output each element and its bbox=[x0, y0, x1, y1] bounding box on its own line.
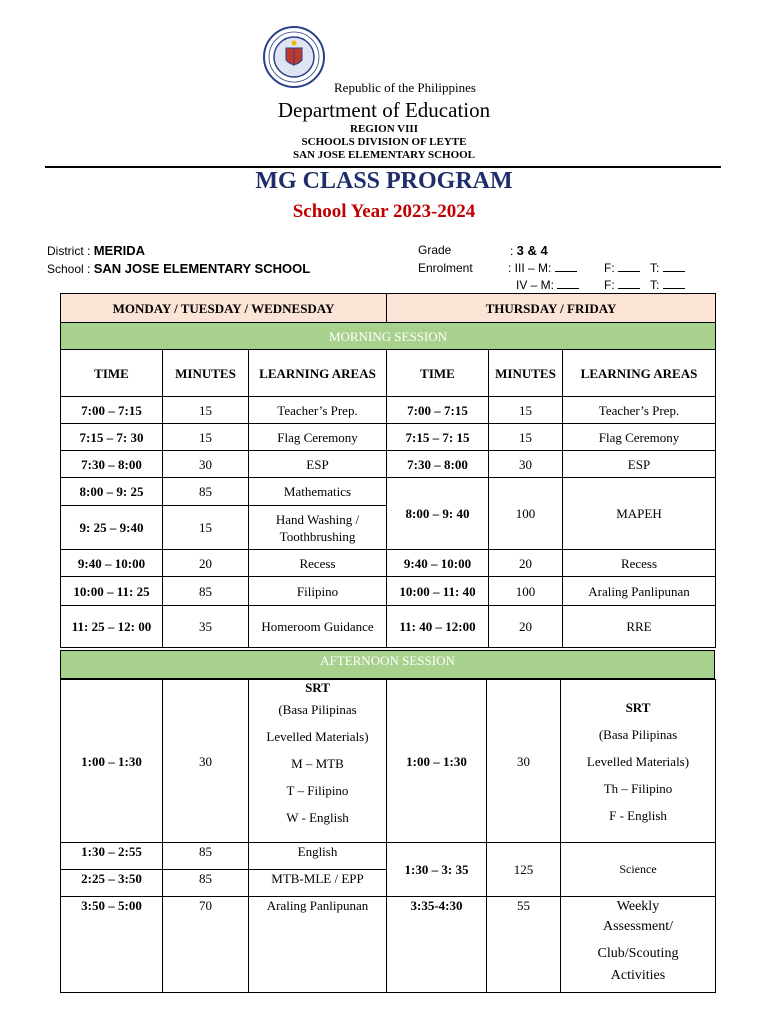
srt-line: Levelled Materials) bbox=[586, 753, 690, 769]
learning-area-cell: Mathematics bbox=[249, 478, 387, 506]
learning-area-cell: Teacher’s Prep. bbox=[563, 397, 716, 424]
district-row: District : MERIDA bbox=[47, 243, 145, 258]
col-learning-areas-2: LEARNING AREAS bbox=[563, 350, 716, 397]
time-cell: 7:00 – 7:15 bbox=[387, 397, 489, 424]
minutes-cell: 15 bbox=[163, 506, 249, 550]
deped-seal bbox=[263, 26, 325, 88]
minutes-cell: 20 bbox=[489, 550, 563, 577]
minutes-cell: 85 bbox=[163, 870, 249, 897]
time-cell: 8:00 – 9: 25 bbox=[61, 478, 163, 506]
time-cell: 7:30 – 8:00 bbox=[387, 451, 489, 478]
enrolment-row-1 bbox=[508, 261, 577, 275]
table-row bbox=[61, 680, 716, 843]
table-row bbox=[61, 577, 716, 606]
learning-area-cell: Homeroom Guidance bbox=[249, 606, 387, 648]
learning-area-cell: RRE bbox=[563, 606, 716, 648]
srt-line: F - English bbox=[609, 807, 667, 823]
minutes-cell: 15 bbox=[489, 397, 563, 424]
grade-row: : 3 & 4 bbox=[510, 243, 548, 258]
school-row: School : SAN JOSE ELEMENTARY SCHOOL bbox=[47, 261, 311, 276]
learning-area-cell: Flag Ceremony bbox=[249, 424, 387, 451]
district-label: District bbox=[47, 244, 84, 258]
grade-value: 3 & 4 bbox=[516, 243, 548, 258]
morning-session-label: MORNING SESSION bbox=[61, 323, 716, 350]
day-header-thf: THURSDAY / FRIDAY bbox=[387, 294, 716, 323]
page-title: MG CLASS PROGRAM bbox=[255, 168, 513, 194]
learning-area-cell: English bbox=[249, 843, 387, 870]
assessment-line: Activities bbox=[610, 968, 666, 983]
weekly-assessment-cell bbox=[561, 897, 716, 993]
srt-line: (Basa Pilipinas bbox=[278, 702, 357, 717]
learning-area-cell: Hand Washing / Toothbrushing bbox=[249, 506, 387, 550]
srt-line: T – Filipino bbox=[286, 783, 349, 798]
table-row bbox=[61, 397, 716, 424]
region-text: REGION VIII bbox=[350, 123, 418, 135]
table-row bbox=[61, 843, 716, 870]
learning-area-cell: Filipino bbox=[249, 577, 387, 606]
learning-area-cell: Science bbox=[561, 843, 716, 897]
republic-text: Republic of the Philippines bbox=[334, 80, 476, 95]
afternoon-schedule-table bbox=[60, 679, 716, 993]
time-cell: 10:00 – 11: 25 bbox=[61, 577, 163, 606]
minutes-cell: 55 bbox=[487, 897, 561, 993]
table-row bbox=[61, 424, 716, 451]
department-name: Department of Education bbox=[277, 98, 491, 122]
time-cell: 1:00 – 1:30 bbox=[387, 680, 487, 843]
enrolment-row-2 bbox=[516, 278, 579, 292]
minutes-cell: 70 bbox=[163, 897, 249, 993]
assessment-line: Club/Scouting bbox=[597, 946, 679, 961]
morning-schedule-table bbox=[60, 293, 716, 648]
time-cell: 11: 40 – 12:00 bbox=[387, 606, 489, 648]
table-row bbox=[61, 897, 716, 993]
minutes-cell: 100 bbox=[489, 577, 563, 606]
time-cell: 11: 25 – 12: 00 bbox=[61, 606, 163, 648]
time-cell: 2:25 – 3:50 bbox=[61, 870, 163, 897]
time-cell: 9:40 – 10:00 bbox=[61, 550, 163, 577]
minutes-cell: 85 bbox=[163, 577, 249, 606]
table-row bbox=[61, 451, 716, 478]
assessment-line: Assessment/ bbox=[603, 919, 673, 934]
minutes-cell: 85 bbox=[163, 478, 249, 506]
srt-cell-thf bbox=[561, 680, 716, 843]
enrolment-label: Enrolment bbox=[418, 261, 473, 275]
time-cell: 7:00 – 7:15 bbox=[61, 397, 163, 424]
learning-area-cell: Teacher’s Prep. bbox=[249, 397, 387, 424]
district-value: MERIDA bbox=[93, 243, 145, 258]
enrolment-f-1: F: bbox=[604, 261, 640, 275]
enrolment-t-1: T: bbox=[650, 261, 685, 275]
minutes-cell: 15 bbox=[163, 397, 249, 424]
time-cell: 3:50 – 5:00 bbox=[61, 897, 163, 993]
col-minutes: MINUTES bbox=[163, 350, 249, 397]
minutes-cell: 15 bbox=[489, 424, 563, 451]
school-year: School Year 2023-2024 bbox=[292, 201, 476, 222]
minutes-cell: 15 bbox=[163, 424, 249, 451]
assessment-line: Weekly bbox=[616, 899, 660, 914]
col-minutes-2: MINUTES bbox=[489, 350, 563, 397]
learning-area-cell: ESP bbox=[563, 451, 716, 478]
minutes-cell: 35 bbox=[163, 606, 249, 648]
learning-area-cell: Araling Panlipunan bbox=[249, 897, 387, 993]
time-cell: 7:15 – 7: 30 bbox=[61, 424, 163, 451]
minutes-cell: 30 bbox=[163, 680, 249, 843]
grade-label: Grade bbox=[418, 243, 452, 257]
enrolment-grade4: IV – M: bbox=[516, 278, 555, 292]
srt-line: W - English bbox=[286, 810, 349, 825]
afternoon-session-label: AFTERNOON SESSION bbox=[60, 650, 715, 679]
time-cell: 8:00 – 9: 40 bbox=[387, 478, 489, 550]
table-row bbox=[61, 606, 716, 648]
learning-area-cell: Flag Ceremony bbox=[563, 424, 716, 451]
learning-area-cell: Recess bbox=[563, 550, 716, 577]
minutes-cell: 100 bbox=[489, 478, 563, 550]
division-text: SCHOOLS DIVISION OF LEYTE bbox=[301, 136, 467, 148]
learning-area-cell: Recess bbox=[249, 550, 387, 577]
time-cell: 7:15 – 7: 15 bbox=[387, 424, 489, 451]
table-row bbox=[61, 478, 716, 506]
school-header-text: SAN JOSE ELEMENTARY SCHOOL bbox=[292, 149, 476, 161]
srt-cell-mtw bbox=[249, 680, 387, 843]
minutes-cell: 20 bbox=[489, 606, 563, 648]
time-cell: 1:00 – 1:30 bbox=[61, 680, 163, 843]
srt-line: Levelled Materials) bbox=[266, 729, 369, 744]
col-learning-areas: LEARNING AREAS bbox=[249, 350, 387, 397]
minutes-cell: 30 bbox=[489, 451, 563, 478]
srt-title: SRT bbox=[305, 680, 330, 695]
minutes-cell: 125 bbox=[487, 843, 561, 897]
col-time: TIME bbox=[61, 350, 163, 397]
time-cell: 1:30 – 2:55 bbox=[61, 843, 163, 870]
table-row bbox=[61, 550, 716, 577]
time-cell: 3:35-4:30 bbox=[387, 897, 487, 993]
srt-line: Th – Filipino bbox=[603, 780, 673, 796]
srt-line: (Basa Pilipinas bbox=[598, 726, 678, 742]
day-header-mwf: MONDAY / TUESDAY / WEDNESDAY bbox=[61, 294, 387, 323]
school-label: School bbox=[47, 262, 84, 276]
time-cell: 1:30 – 3: 35 bbox=[387, 843, 487, 897]
srt-line: M – MTB bbox=[291, 756, 344, 771]
school-value: SAN JOSE ELEMENTARY SCHOOL bbox=[93, 261, 311, 276]
learning-area-cell: Araling Panlipunan bbox=[563, 577, 716, 606]
minutes-cell: 30 bbox=[163, 451, 249, 478]
learning-area-cell: MAPEH bbox=[563, 478, 716, 550]
enrolment-t-2: T: bbox=[650, 278, 685, 292]
time-cell: 10:00 – 11: 40 bbox=[387, 577, 489, 606]
time-cell: 9: 25 – 9:40 bbox=[61, 506, 163, 550]
minutes-cell: 20 bbox=[163, 550, 249, 577]
time-cell: 7:30 – 8:00 bbox=[61, 451, 163, 478]
learning-area-cell: ESP bbox=[249, 451, 387, 478]
enrolment-f-2: F: bbox=[604, 278, 640, 292]
enrolment-grade3: : III – M: bbox=[508, 261, 552, 275]
col-time-2: TIME bbox=[387, 350, 489, 397]
srt-title: SRT bbox=[625, 699, 651, 715]
minutes-cell: 30 bbox=[487, 680, 561, 843]
time-cell: 9:40 – 10:00 bbox=[387, 550, 489, 577]
minutes-cell: 85 bbox=[163, 843, 249, 870]
learning-area-cell: MTB-MLE / EPP bbox=[249, 870, 387, 897]
